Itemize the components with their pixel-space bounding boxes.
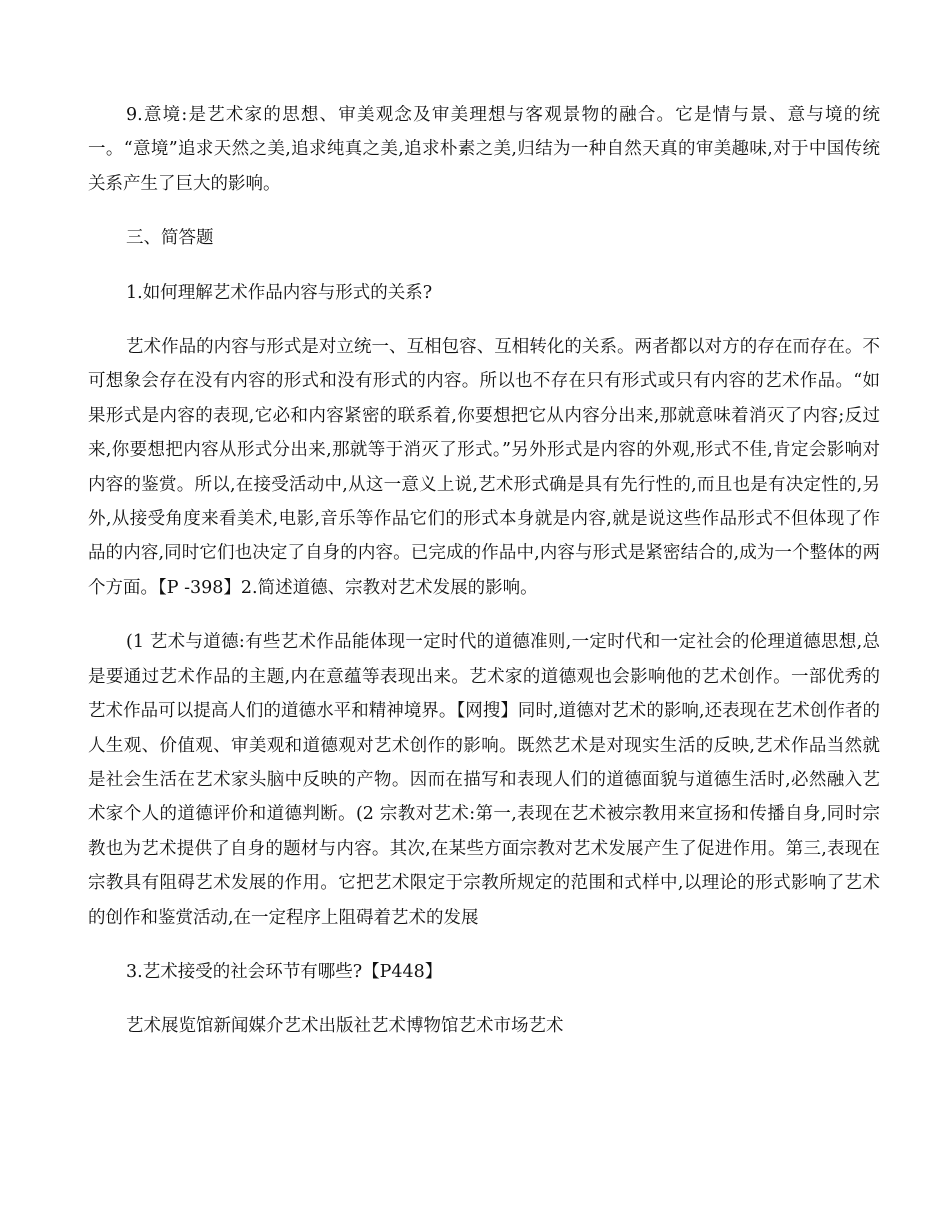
document-body <box>88 98 880 1044</box>
question-1: 1.如何理解艺术作品内容与形式的关系? <box>126 282 433 303</box>
section-heading: 三、简答题 <box>126 228 214 249</box>
answer-3: 艺术展览馆新闻媒介艺术出版社艺术博物馆艺术市场艺术 <box>126 1016 564 1037</box>
question-3: 3.艺术接受的社会环节有哪些?【P448】 <box>126 961 443 982</box>
term-definition-yijing: 9.意境:是艺术家的思想、审美观念及审美理想与客观景物的融合。它是情与景、意与境的统一。“意境”追求天然之美,追求纯真之美,追求朴素之美,归结为一种自然天真的审美趣味,对于中国传统关系产生了巨大的影响。 <box>88 105 880 194</box>
answer-1: 艺术作品的内容与形式是对立统一、互相包容、互相转化的关系。两者都以对方的存在而存在。不可想象会存在没有内容的形式和没有形式的内容。所以也不存在只有形式或只有内容的艺术作品。“如果形式是内容的表现,它必和内容紧密的联系着,你要想把它从内容分出来,那就意味着消灭了内容;反过来,你要想把内容从形式分出来,那就等于消灭了形式。”另外形式是内容的外观,形式不佳,肯定会影响对内容的鉴赏。所以,在接受活动中,从这一意义上说,艺术形式确是具有先行性的,而且也是有决定性的,另外,从接受角度来看美术,电影,音乐等作品它们的形式本身就是内容,就是说这些作品形式不但体现了作品的内容,同时它们也决定了自身的内容。已完成的作品中,内容与形式是紧密结合的,成为一个整体的两个方面。【P -398】2.简述道德、宗教对艺术发展的影响。 <box>88 337 880 598</box>
answer-2: (1 艺术与道德:有些艺术作品能体现一定时代的道德准则,一定时代和一定社会的伦理道德思想,总是要通过艺术作品的主题,内在意蕴等表现出来。艺术家的道德观也会影响他的艺术创作。一部优秀的艺术作品可以提高人们的道德水平和精神境界。【网搜】同时,道德对艺术的影响,还表现在艺术创作者的人生观、价值观、审美观和道德观对艺术创作的影响。既然艺术是对现实生活的反映,艺术作品当然就是社会生活在艺术家头脑中反映的产物。因而在描写和表现人们的道德面貌与道德生活时,必然融入艺术家个人的道德评价和道德判断。(2 宗教对艺术:第一,表现在艺术被宗教用来宣扬和传播自身,同时宗教也为艺术提供了自身的题材与内容。其次,在某些方面宗教对艺术发展产生了促进作用。第三,表现在宗教具有阻碍艺术发展的作用。它把艺术限定于宗教所规定的范围和式样中,以理论的形式影响了艺术的创作和鉴赏活动,在一定程序上阻碍着艺术的发展 <box>88 632 880 928</box>
